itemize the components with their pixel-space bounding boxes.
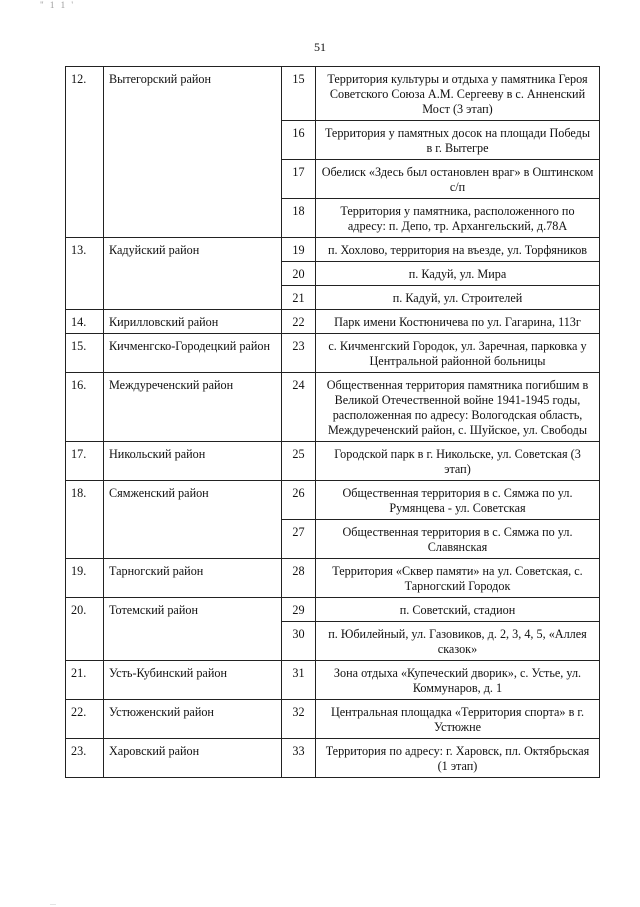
table-row [66,334,600,373]
object-description: Общественная территория в с. Сямжа по ул. Румянцева - ул. Советская [316,481,600,520]
object-description: п. Кадуй, ул. Строителей [316,286,600,310]
object-number: 33 [282,739,316,778]
corner-scan-mark: " 1 1 ' [40,0,76,10]
object-description: п. Советский, стадион [316,598,600,622]
object-number: 29 [282,598,316,622]
page-number: 51 [314,40,326,54]
object-description: Парк имени Костюничева по ул. Гагарина, 113г [316,310,600,334]
table-row [66,442,600,481]
object-number: 20 [282,262,316,286]
object-description: п. Кадуй, ул. Мира [316,262,600,286]
row-index: 12. [66,67,104,238]
object-description: с. Кичменгский Городок, ул. Заречная, парковка у Центральной районной больницы [316,334,600,373]
table-row [66,598,600,622]
district-name: Усть-Кубинский район [104,661,282,700]
object-number: 31 [282,661,316,700]
row-index: 19. [66,559,104,598]
object-number: 27 [282,520,316,559]
object-number: 17 [282,160,316,199]
object-description: Городской парк в г. Никольске, ул. Советская (3 этап) [316,442,600,481]
object-number: 18 [282,199,316,238]
district-name: Кадуйский район [104,238,282,310]
object-description: п. Хохлово, территория на въезде, ул. Торфяников [316,238,600,262]
table-row [66,310,600,334]
district-name: Кирилловский район [104,310,282,334]
object-description: Территория культуры и отдыха у памятника Героя Советского Союза А.М. Сергееву в с. Анненский Мост (3 этап) [316,67,600,121]
object-number: 24 [282,373,316,442]
table-row [66,739,600,778]
object-description: Центральная площадка «Территория спорта» в г. Устюжне [316,700,600,739]
table-row [66,67,600,121]
district-name: Тотемский район [104,598,282,661]
bottom-scan-mark: ... [50,898,56,907]
table-row [66,373,600,442]
object-number: 32 [282,700,316,739]
object-number: 30 [282,622,316,661]
object-number: 16 [282,121,316,160]
district-name: Вытегорский район [104,67,282,238]
object-number: 22 [282,310,316,334]
table-row [66,238,600,262]
object-number: 28 [282,559,316,598]
object-description: Обелиск «Здесь был остановлен враг» в Оштинском с/п [316,160,600,199]
row-index: 21. [66,661,104,700]
row-index: 17. [66,442,104,481]
row-index: 20. [66,598,104,661]
object-number: 25 [282,442,316,481]
table-row [66,559,600,598]
object-description: Общественная территория в с. Сямжа по ул. Славянская [316,520,600,559]
object-number: 19 [282,238,316,262]
object-number: 23 [282,334,316,373]
table-row [66,661,600,700]
territories-table [65,66,600,778]
object-description: Зона отдыха «Купеческий дворик», с. Устье, ул. Коммунаров, д. 1 [316,661,600,700]
object-description: Территория у памятных досок на площади Победы в г. Вытегре [316,121,600,160]
object-number: 21 [282,286,316,310]
object-description: Территория у памятника, расположенного по адресу: п. Депо, тр. Архангельский, д.78А [316,199,600,238]
object-description: Территория «Сквер памяти» на ул. Советская, с. Тарногский Городок [316,559,600,598]
district-name: Никольский район [104,442,282,481]
table-row [66,700,600,739]
district-name: Сямженский район [104,481,282,559]
district-name: Устюженский район [104,700,282,739]
table-body [66,67,600,778]
object-description: Территория по адресу: г. Харовск, пл. Октябрьская (1 этап) [316,739,600,778]
district-name: Харовский район [104,739,282,778]
row-index: 22. [66,700,104,739]
object-description: п. Юбилейный, ул. Газовиков, д. 2, 3, 4, 5, «Аллея сказок» [316,622,600,661]
row-index: 13. [66,238,104,310]
object-number: 15 [282,67,316,121]
row-index: 16. [66,373,104,442]
object-description: Общественная территория памятника погибшим в Великой Отечественной войне 1941-1945 годы, расположенная по адресу: Вологодская область, Междуреченский район, с. Шуйское, ул. Свободы [316,373,600,442]
row-index: 14. [66,310,104,334]
object-number: 26 [282,481,316,520]
row-index: 18. [66,481,104,559]
district-name: Междуреченский район [104,373,282,442]
district-name: Кичменгско-Городецкий район [104,334,282,373]
table-row [66,481,600,520]
district-name: Тарногский район [104,559,282,598]
row-index: 23. [66,739,104,778]
row-index: 15. [66,334,104,373]
